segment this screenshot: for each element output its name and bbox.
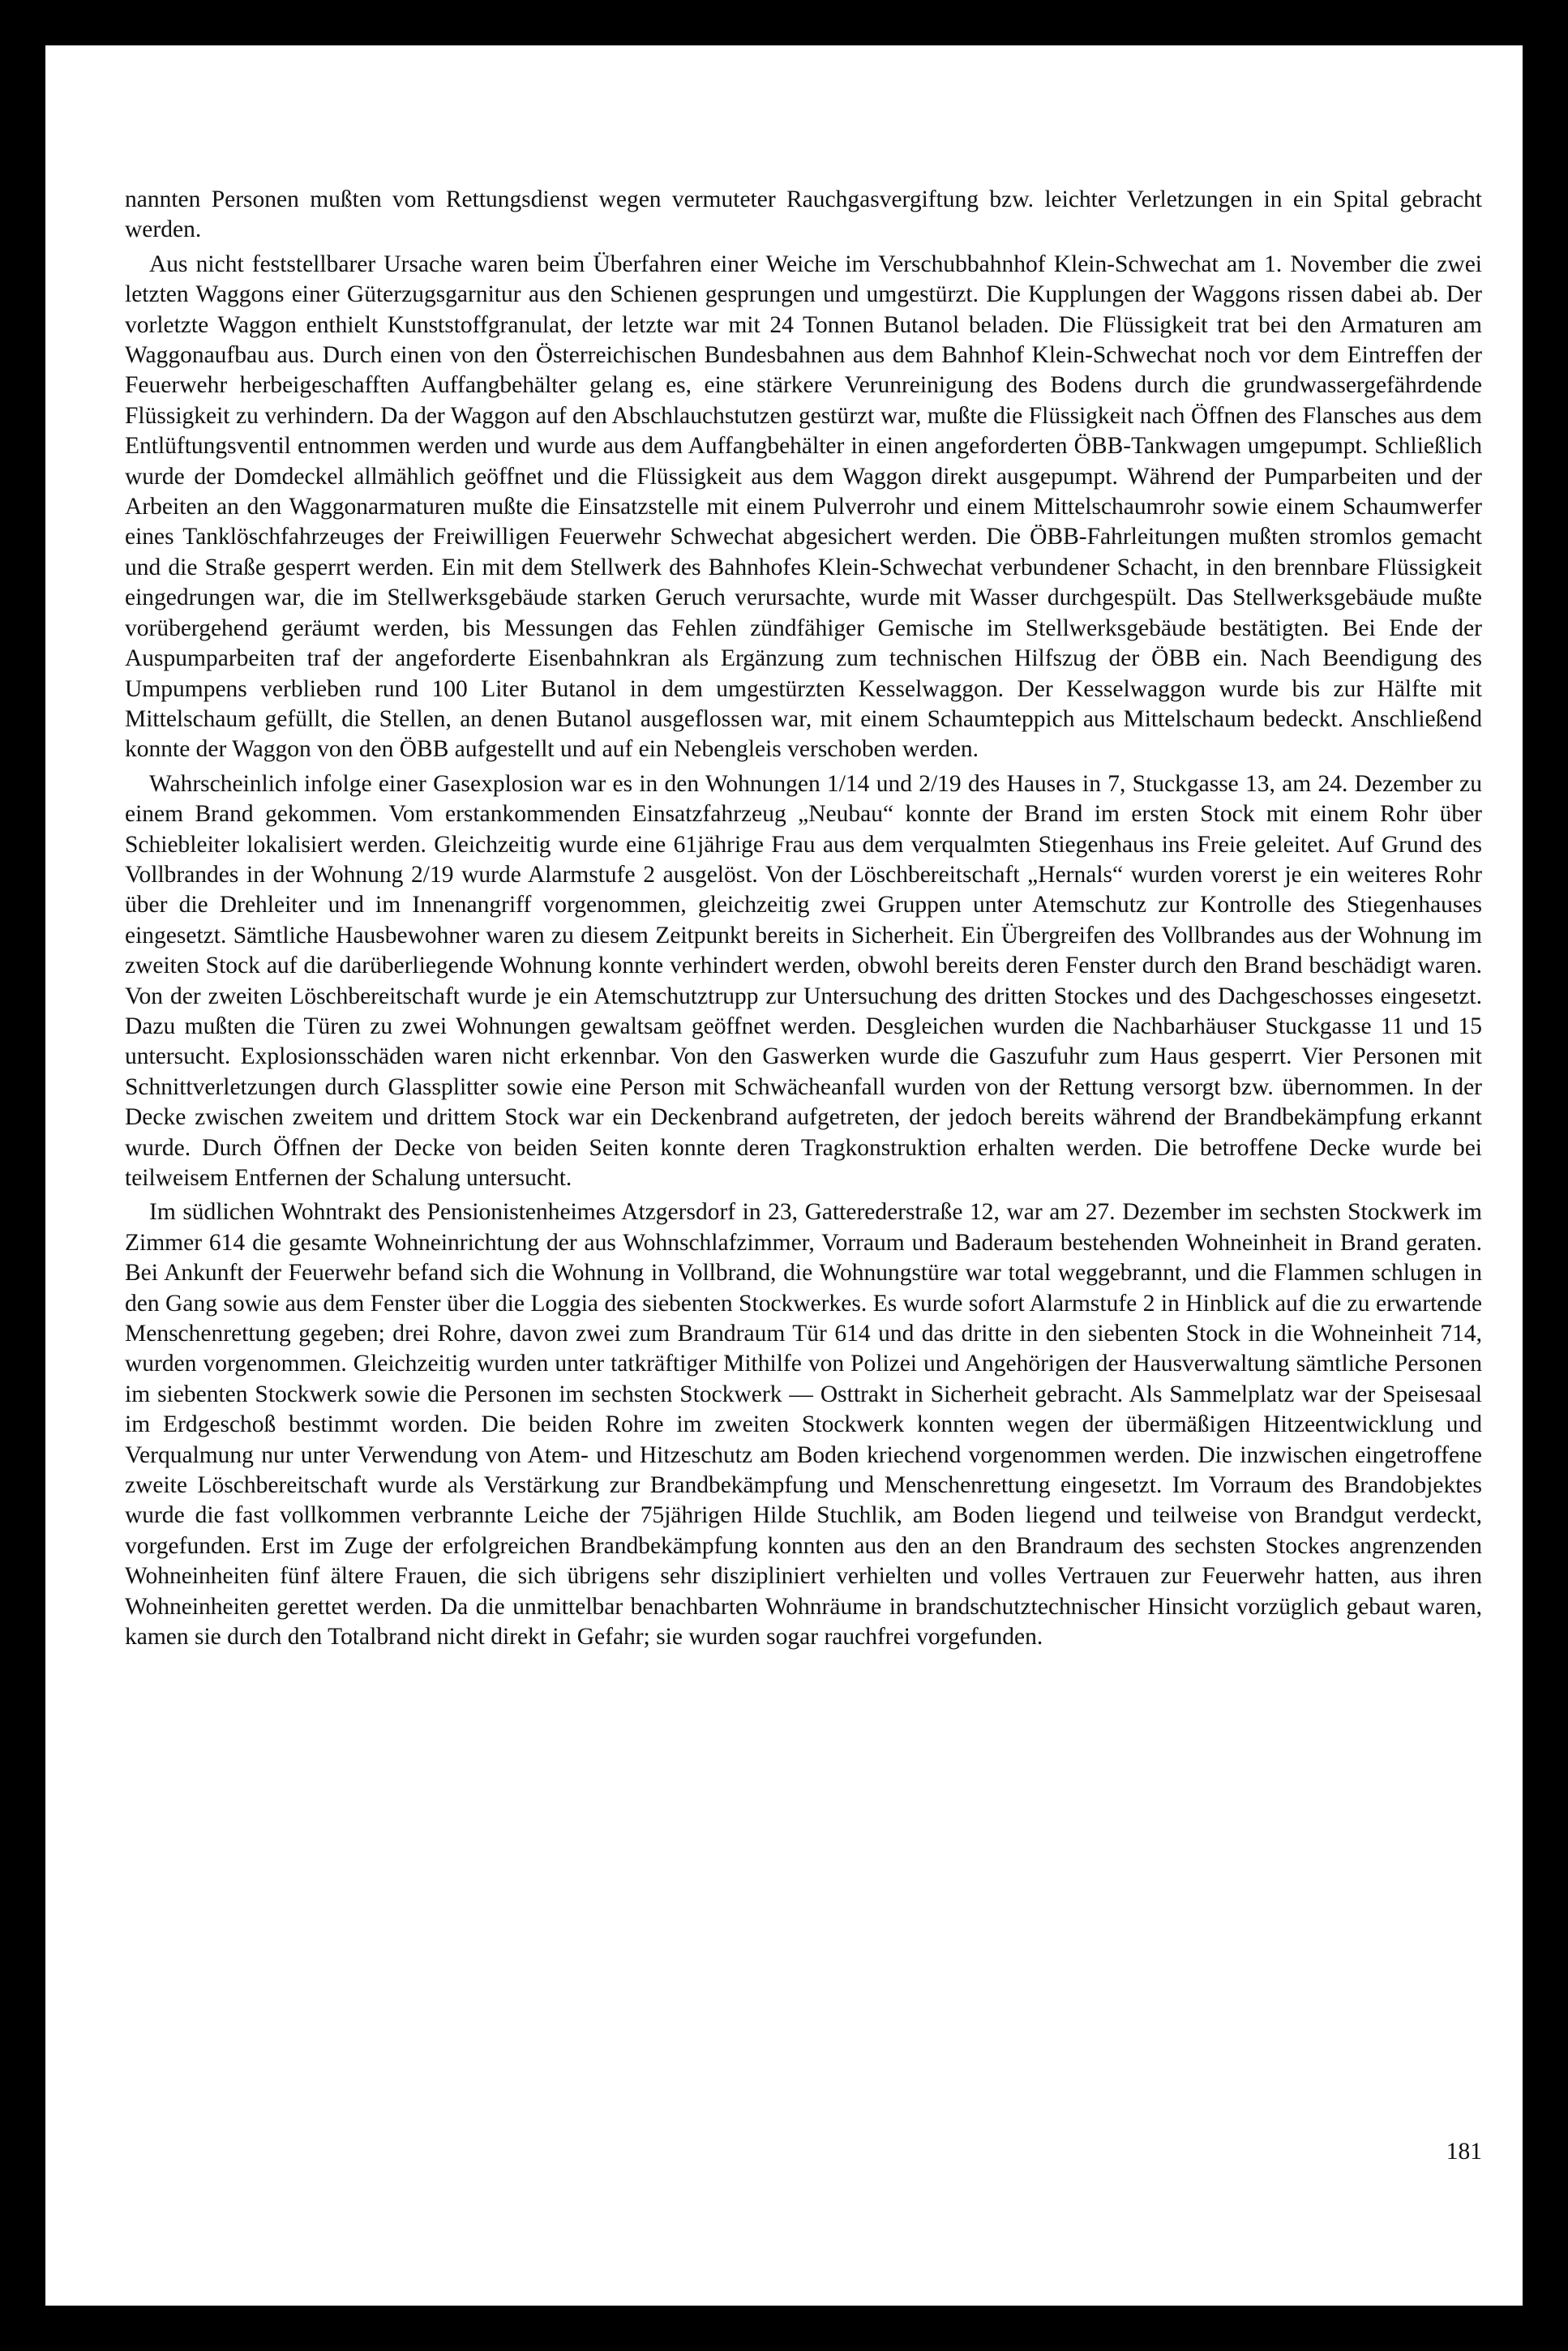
paragraph-klein-schwechat: Aus nicht feststellbarer Ursache waren beim Überfahren einer Weiche im Verschubbahnhof Klein-Schwechat am 1. November die zwei letzten Waggons einer Güterzugsgarnitur aus den Schienen gesprungen und umgestürzt. Die Kupplungen der Waggons rissen dabei ab. Der vorletzte Waggon enthielt Kunststoffgranulat, der letzte war mit 24 Tonnen Butanol beladen. Die Flüssigkeit trat bei den Armaturen am Waggonaufbau aus. Durch einen von den Österreichischen Bundesbahnen aus dem Bahnhof Klein-Schwechat noch vor dem Eintreffen der Feuerwehr herbeigeschafften Auffangbehälter gelang es, eine stärkere Verunreinigung des Bodens durch die grundwassergefährdende Flüssigkeit zu verhindern. Da der Waggon auf den Abschlauchstutzen gestürzt war, mußte die Flüssigkeit nach Öffnen des Flansches aus dem Entlüftungsventil entnommen werden und wurde aus dem Auffangbehälter in einen angeforderten ÖBB-Tankwagen umgepumpt. Schließlich wurde der Domdeckel allmählich geöffnet und die Flüssigkeit aus dem Waggon direkt ausgepumpt. Während der Pumparbeiten und der Arbeiten an den Waggonarmaturen mußte die Einsatzstelle mit einem Pulverrohr und einem Mittelschaumrohr sowie einem Schaumwerfer eines Tanklöschfahrzeuges der Freiwilligen Feuerwehr Schwechat abgesichert werden. Die ÖBB-Fahrleitungen mußten stromlos gemacht und die Straße gesperrt werden. Ein mit dem Stellwerk des Bahnhofes Klein-Schwechat verbundener Schacht, in den brennbare Flüssigkeit eingedrungen war, die im Stellwerksgebäude starken Geruch verursachte, wurde mit Wasser durchgespült. Das Stellwerksgebäude mußte vorübergehend geräumt werden, bis Messungen das Fehlen zündfähiger Gemische im Stellwerksgebäude bestätigten. Bei Ende der Auspumparbeiten traf der angeforderte Eisenbahnkran als Ergänzung zum technischen Hilfszug der ÖBB ein. Nach Beendigung des Umpumpens verblieben rund 100 Liter Butanol in dem umgestürzten Kesselwaggon. Der Kesselwaggon wurde bis zur Hälfte mit Mittelschaum gefüllt, die Stellen, an denen Butanol ausgeflossen war, mit einem Schaumteppich aus Mittelschaum bedeckt. Anschließend konnte der Waggon von den ÖBB aufgestellt und auf ein Nebengleis verschoben werden. <box>125 251 1482 763</box>
body-text <box>125 185 1482 1653</box>
paragraph-continuation: nannten Personen mußten vom Rettungsdienst wegen vermuteter Rauchgasvergiftung bzw. leichter Verletzungen in ein Spital gebracht werden. <box>125 186 1482 243</box>
page-sheet <box>45 45 1523 2306</box>
paragraph-atzgersdorf: Im südlichen Wohntrakt des Pensionistenheimes Atzgersdorf in 23, Gatterederstraße 12, war am 27. Dezember im sechsten Stockwerk im Zimmer 614 die gesamte Wohneinrichtung der aus Wohnschlafzimmer, Vorraum und Baderaum bestehenden Wohneinheit in Brand geraten. Bei Ankunft der Feuerwehr befand sich die Wohnung in Vollbrand, die Wohnungstüre war total weggebrannt, und die Flammen schlugen in den Gang sowie aus dem Fenster über die Loggia des siebenten Stockwerkes. Es wurde sofort Alarmstufe 2 in Hinblick auf die zu erwartende Menschenrettung gegeben; drei Rohre, davon zwei zum Brandraum Tür 614 und das dritte in den siebenten Stock in die Wohneinheit 714, wurden vorgenommen. Gleichzeitig wurden unter tatkräftiger Mithilfe von Polizei und Angehörigen der Hausverwaltung sämtliche Personen im siebenten Stockwerk sowie die Personen im sechsten Stockwerk — Osttrakt in Sicherheit gebracht. Als Sammelplatz war der Speisesaal im Erdgeschoß bestimmt worden. Die beiden Rohre im zweiten Stockwerk konnten wegen der übermäßigen Hitzeentwicklung und Verqualmung nur unter Verwendung von Atem- und Hitzeschutz am Boden kriechend vorgenommen werden. Die inzwischen eingetroffene zweite Löschbereitschaft wurde als Verstärkung zur Brandbekämpfung und Menschenrettung eingesetzt. Im Vorraum des Brandobjektes wurde die fast vollkommen verbrannte Leiche der 75jährigen Hilde Stuchlik, am Boden liegend und teilweise von Brandgut verdeckt, vorgefunden. Erst im Zuge der erfolgreichen Brandbekämpfung konnten aus den an den Brandraum des sechsten Stockes angrenzenden Wohneinheiten fünf ältere Frauen, die sich übrigens sehr diszipliniert verhielten und volles Vertrauen zur Feuerwehr hatten, aus ihren Wohneinheiten gerettet werden. Da die unmittelbar benachbarten Wohnräume in brandschutztechnischer Hinsicht vorzüglich gebaut waren, kamen sie durch den Totalbrand nicht direkt in Gefahr; sie wurden sogar rauchfrei vorgefunden. <box>125 1199 1482 1651</box>
page-number: 181 <box>1446 2139 1482 2165</box>
paragraph-stuckgasse: Wahrscheinlich infolge einer Gasexplosion war es in den Wohnungen 1/14 und 2/19 des Hauses in 7, Stuckgasse 13, am 24. Dezember zu einem Brand gekommen. Vom erstankommenden Einsatzfahrzeug „Neubau“ konnte der Brand im ersten Stock mit einem Rohr über Schiebleiter lokalisiert werden. Gleichzeitig wurde eine 61jährige Frau aus dem verqualmten Stiegenhaus ins Freie geleitet. Auf Grund des Vollbrandes in der Wohnung 2/19 wurde Alarmstufe 2 ausgelöst. Von der Löschbereitschaft „Hernals“ wurden vorerst je ein weiteres Rohr über die Drehleiter und im Innenangriff vorgenommen, gleichzeitig zwei Gruppen unter Atemschutz zur Kontrolle des Stiegenhauses eingesetzt. Sämtliche Hausbewohner waren zu diesem Zeitpunkt bereits in Sicherheit. Ein Übergreifen des Vollbrandes aus der Wohnung im zweiten Stock auf die darüberliegende Wohnung konnte verhindert werden, obwohl bereits deren Fenster durch den Brand beschädigt waren. Von der zweiten Löschbereitschaft wurde je ein Atemschutztrupp zur Untersuchung des dritten Stockes und des Dachgeschosses eingesetzt. Dazu mußten die Türen zu zwei Wohnungen gewaltsam geöffnet werden. Desgleichen wurden die Nachbarhäuser Stuckgasse 11 und 15 untersucht. Explosionsschäden waren nicht erkennbar. Von den Gaswerken wurde die Gaszufuhr zum Haus gesperrt. Vier Personen mit Schnittverletzungen durch Glassplitter sowie eine Person mit Schwächeanfall wurden von der Rettung versorgt bzw. übernommen. In der Decke zwischen zweitem und drittem Stock war ein Deckenbrand aufgetreten, der jedoch bereits während der Brandbekämpfung erkannt wurde. Durch Öffnen der Decke von beiden Seiten konnte deren Tragkonstruktion erhalten werden. Die betroffene Decke wurde bei teilweisem Entfernen der Schalung untersucht. <box>125 770 1482 1191</box>
